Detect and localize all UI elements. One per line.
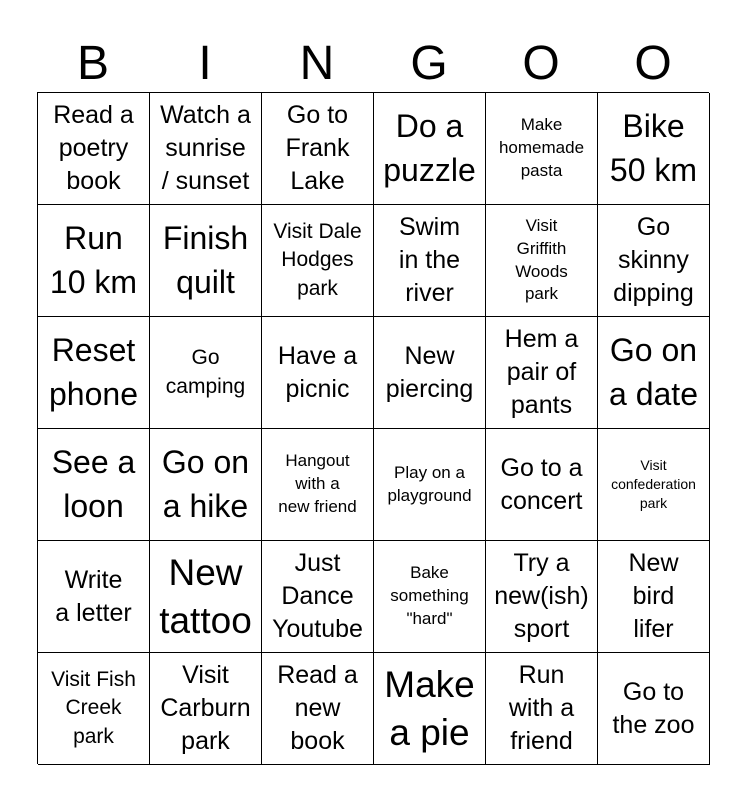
cell-label: Go skinny dipping xyxy=(613,213,694,307)
bingo-cell-r5c6[interactable] xyxy=(598,541,710,653)
bingo-cell-r6c2[interactable] xyxy=(150,653,262,765)
bingo-cell-r6c3[interactable] xyxy=(262,653,374,765)
bingo-cell-r4c4[interactable] xyxy=(374,429,486,541)
cell-label: New bird lifer xyxy=(628,549,679,643)
bingo-cell-r4c6[interactable] xyxy=(598,429,710,541)
bingo-cell-r3c4[interactable] xyxy=(374,317,486,429)
bingo-cell-r5c4[interactable] xyxy=(374,541,486,653)
bingo-cell-r5c1[interactable] xyxy=(38,541,150,653)
cell-label: Go on a hike xyxy=(161,443,250,524)
cell-label: Bike 50 km xyxy=(609,107,698,188)
bingo-cell-r3c6[interactable] xyxy=(598,317,710,429)
cell-label: Go to the zoo xyxy=(612,677,695,739)
cell-label: Play on a playground xyxy=(387,462,472,505)
cell-label: Run with a friend xyxy=(508,661,575,755)
cell-label: Visit confederation park xyxy=(611,457,696,511)
header-letter-n: N xyxy=(299,37,335,90)
bingo-cell-r4c3[interactable] xyxy=(262,429,374,541)
cell-label: Make homemade pasta xyxy=(498,115,585,180)
bingo-board xyxy=(37,92,709,764)
header-letter-i: I xyxy=(198,37,212,90)
cell-label: Go to Frank Lake xyxy=(285,101,350,195)
bingo-cell-r5c5[interactable] xyxy=(486,541,598,653)
bingo-cell-r1c4[interactable] xyxy=(374,93,486,205)
bingo-cell-r5c3[interactable] xyxy=(262,541,374,653)
bingo-header xyxy=(37,36,709,92)
cell-label: Do a puzzle xyxy=(383,107,476,188)
header-letter-o: O xyxy=(522,37,560,90)
bingo-cell-r2c6[interactable] xyxy=(598,205,710,317)
cell-label: Visit Dale Hodges park xyxy=(273,219,362,300)
cell-label: Hem a pair of pants xyxy=(504,325,579,419)
cell-label: Visit Fish Creek park xyxy=(51,667,136,748)
cell-label: Go on a date xyxy=(609,331,698,412)
bingo-cell-r4c2[interactable] xyxy=(150,429,262,541)
header-letter-o-2: O xyxy=(634,37,672,90)
cell-label: Visit Griffith Woods park xyxy=(515,215,568,304)
cell-label: Swim in the river xyxy=(398,213,461,307)
cell-label: Bake something "hard" xyxy=(390,563,469,628)
cell-label: Read a poetry book xyxy=(53,101,134,195)
cell-label: Run 10 km xyxy=(49,219,138,300)
bingo-cell-r3c2[interactable] xyxy=(150,317,262,429)
cell-label: Make a pie xyxy=(384,664,475,753)
bingo-cell-r4c1[interactable] xyxy=(38,429,150,541)
bingo-cell-r2c3[interactable] xyxy=(262,205,374,317)
bingo-cell-r3c1[interactable] xyxy=(38,317,150,429)
bingo-cell-r5c2[interactable] xyxy=(150,541,262,653)
bingo-cell-r2c1[interactable] xyxy=(38,205,150,317)
bingo-cell-r6c1[interactable] xyxy=(38,653,150,765)
bingo-cell-r4c5[interactable] xyxy=(486,429,598,541)
bingo-cell-r3c3[interactable] xyxy=(262,317,374,429)
cell-label: Go to a concert xyxy=(500,453,583,515)
bingo-cell-r2c2[interactable] xyxy=(150,205,262,317)
cell-label: Write a letter xyxy=(55,565,132,627)
cell-label: Watch a sunrise / sunset xyxy=(160,101,251,195)
cell-label: Read a new book xyxy=(277,661,358,755)
bingo-cell-r1c1[interactable] xyxy=(38,93,150,205)
bingo-cell-r2c4[interactable] xyxy=(374,205,486,317)
header-letter-g: G xyxy=(410,37,448,90)
header-letter-b: B xyxy=(76,37,109,90)
cell-label: Go camping xyxy=(165,345,246,398)
bingo-cell-r6c5[interactable] xyxy=(486,653,598,765)
cell-label: Try a new(ish) sport xyxy=(494,549,589,643)
cell-label: Finish quilt xyxy=(162,219,249,300)
cell-label: Visit Carburn park xyxy=(160,661,251,755)
cell-label: Have a picnic xyxy=(277,341,358,403)
cell-label: Reset phone xyxy=(49,331,138,412)
cell-label: See a loon xyxy=(51,443,136,524)
cell-label: Hangout with a new friend xyxy=(278,451,357,516)
bingo-cell-r1c5[interactable] xyxy=(486,93,598,205)
cell-label: New tattoo xyxy=(159,552,252,641)
bingo-cell-r1c2[interactable] xyxy=(150,93,262,205)
cell-label: Just Dance Youtube xyxy=(272,549,363,643)
cell-label: New piercing xyxy=(385,341,474,403)
bingo-cell-r1c6[interactable] xyxy=(598,93,710,205)
bingo-cell-r6c4[interactable] xyxy=(374,653,486,765)
bingo-cell-r2c5[interactable] xyxy=(486,205,598,317)
bingo-cell-r6c6[interactable] xyxy=(598,653,710,765)
bingo-cell-r3c5[interactable] xyxy=(486,317,598,429)
bingo-cell-r1c3[interactable] xyxy=(262,93,374,205)
